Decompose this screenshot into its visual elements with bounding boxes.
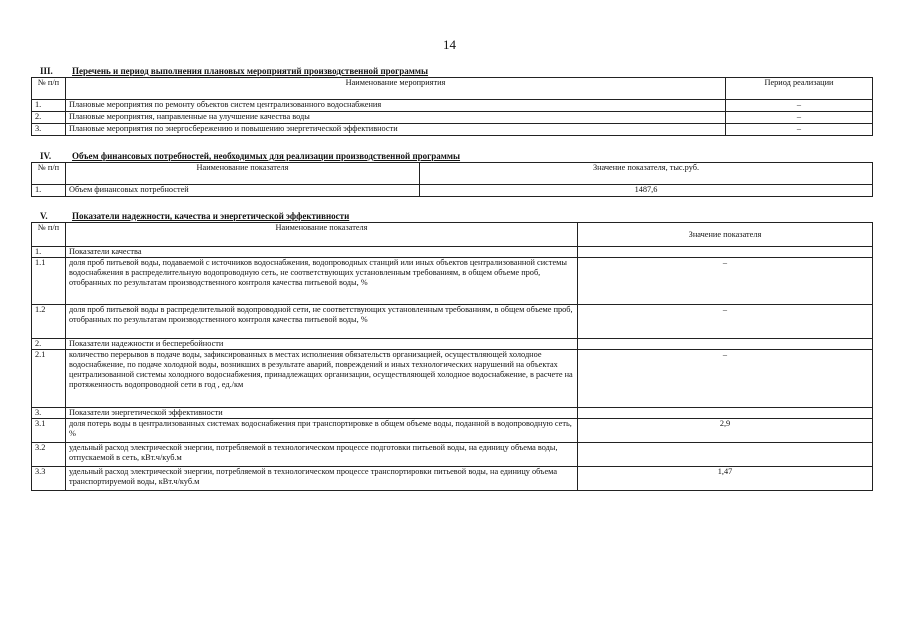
- s3-row-3-name: Плановые мероприятия по энергосбережению и повышению энергетической эффективности: [66, 124, 726, 136]
- table-row: [32, 443, 873, 467]
- table-row: [32, 350, 873, 408]
- s3-header-num: № п/п: [32, 78, 66, 100]
- s3-row-3-num: 3.: [32, 124, 66, 136]
- table-row: [32, 467, 873, 491]
- s5-row-8-num: 3.2: [32, 443, 66, 467]
- s3-row-2-period: –: [726, 112, 873, 124]
- s5-row-9-value: 1,47: [578, 467, 873, 491]
- s5-row-5-name: количество перерывов в подаче воды, зафиксированных в местах исполнения обязательств организацией, осуществляющей холодное водоснабжение, по подаче холодной воды, возникших в результате аварий, повреждений и иных технологических нарушений на объектах централизованной системы холодного водоснабжения, принадлежащих организации, осуществляющей холодное водоснабжение, в расчете на протяженность водопроводной сети в год , ед./км: [66, 350, 578, 408]
- table-row: [32, 100, 873, 112]
- s5-row-4-name: Показатели надежности и бесперебойности: [66, 339, 578, 350]
- table-row: [32, 339, 873, 350]
- s4-row-1-num: 1.: [32, 185, 66, 197]
- s5-row-7-value: 2,9: [578, 419, 873, 443]
- s3-row-2-name: Плановые мероприятия, направленные на улучшение качества воды: [66, 112, 726, 124]
- s5-row-8-value: [578, 443, 873, 467]
- table-row: [32, 408, 873, 419]
- s5-row-3-name: доля проб питьевой воды в распределительной водопроводной сети, не соответствующих установленным требованиям, в общем объеме проб, отобранных по результатам производственного контроля качества питьевой воды, %: [66, 305, 578, 339]
- s3-row-3-period: –: [726, 124, 873, 136]
- table-row: [32, 247, 873, 258]
- s4-header-name: Наименование показателя: [66, 163, 420, 185]
- section-5-title: [40, 211, 349, 221]
- section-4-roman: IV.: [40, 151, 52, 161]
- table-row: [32, 124, 873, 136]
- s5-row-2-name: доля проб питьевой воды, подаваемой с источников водоснабжения, водопроводных станций или иных объектов централизованной системы водоснабжения в распределительную водопроводную сеть, не соответствующих установленным требованиям, в общем объеме проб, отобранных по результатам производственного контроля качества питьевой воды, %: [66, 258, 578, 305]
- s5-row-1-name: Показатели качества: [66, 247, 578, 258]
- s5-row-4-num: 2.: [32, 339, 66, 350]
- s5-row-6-name: Показатели энергетической эффективности: [66, 408, 578, 419]
- s5-row-6-value: [578, 408, 873, 419]
- table-row: [32, 258, 873, 305]
- s3-header-name: Наименование мероприятия: [66, 78, 726, 100]
- s5-header-value: Значение показателя: [578, 223, 873, 247]
- s4-row-1-name: Объем финансовых потребностей: [66, 185, 420, 197]
- s3-header-period: Период реализации: [726, 78, 873, 100]
- s5-row-2-num: 1.1: [32, 258, 66, 305]
- section-3-table: [31, 77, 873, 136]
- s5-row-1-value: [578, 247, 873, 258]
- s5-row-5-value: –: [578, 350, 873, 408]
- s5-header-name: Наименование показателя: [66, 223, 578, 247]
- table-row: [32, 419, 873, 443]
- s3-row-1-period: –: [726, 100, 873, 112]
- s5-row-4-value: [578, 339, 873, 350]
- section-3-roman: III.: [40, 66, 53, 76]
- s4-row-1-value: 1487,6: [420, 185, 873, 197]
- s3-row-2-num: 2.: [32, 112, 66, 124]
- s5-row-3-num: 1.2: [32, 305, 66, 339]
- s5-row-8-name: удельный расход электрической энергии, потребляемой в технологическом процессе подготовки питьевой воды, на единицу объема воды, отпускаемой в сеть, кВт.ч/куб.м: [66, 443, 578, 467]
- s3-row-1-name: Плановые мероприятия по ремонту объектов систем централизованного водоснабжения: [66, 100, 726, 112]
- section-4-title-text: Объем финансовых потребностей, необходимых для реализации производственной программы: [72, 151, 461, 161]
- s5-row-6-num: 3.: [32, 408, 66, 419]
- table-row: [32, 112, 873, 124]
- s3-row-1-num: 1.: [32, 100, 66, 112]
- section-3-title-text: Перечень и период выполнения плановых мероприятий производственной программы: [72, 66, 429, 76]
- section-4-title: [40, 151, 460, 161]
- s5-header-num: № п/п: [32, 223, 66, 247]
- s4-header-num: № п/п: [32, 163, 66, 185]
- s5-row-7-name: доля потерь воды в централизованных системах водоснабжения при транспортировке в общем объеме воды, поданной в водопроводную сеть, %: [66, 419, 578, 443]
- s5-row-2-value: –: [578, 258, 873, 305]
- section-5-roman: V.: [40, 211, 48, 221]
- s5-row-5-num: 2.1: [32, 350, 66, 408]
- page-number: 14: [443, 37, 456, 52]
- s5-row-3-value: –: [578, 305, 873, 339]
- s5-row-9-num: 3.3: [32, 467, 66, 491]
- section-5-title-text: Показатели надежности, качества и энергетической эффективности: [72, 211, 350, 221]
- s5-row-9-name: удельный расход электрической энергии, потребляемой в технологическом процессе транспортировки питьевой воды, на единицу объема транспортируемой воды, кВт.ч/куб.м: [66, 467, 578, 491]
- section-4-table: [31, 162, 873, 197]
- s5-row-1-num: 1.: [32, 247, 66, 258]
- s5-row-7-num: 3.1: [32, 419, 66, 443]
- section-5-table: [31, 222, 873, 491]
- s4-header-value: Значение показателя, тыс.руб.: [420, 163, 873, 185]
- table-row: [32, 305, 873, 339]
- section-3-title: [40, 66, 428, 76]
- table-row: [32, 185, 873, 197]
